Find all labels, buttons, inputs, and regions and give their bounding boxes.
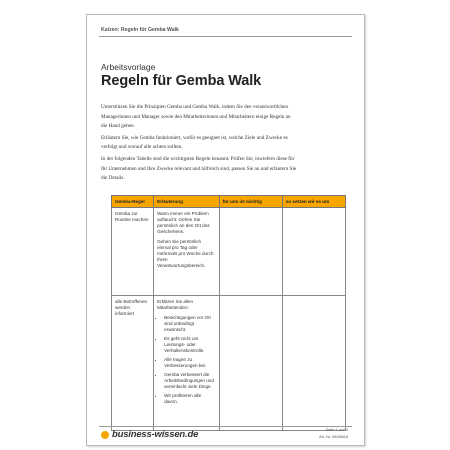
rules-table bbox=[111, 195, 346, 431]
list-item: • Besichtigungen vor Ort sind unbedingt erwünscht. bbox=[164, 315, 216, 333]
list-item: • Es geht nicht um Leistungs- oder Verhaltenskontrolle. bbox=[164, 336, 216, 354]
intro-text bbox=[101, 103, 297, 186]
logo-text: business-wissen.de bbox=[112, 429, 199, 440]
table-header-row bbox=[112, 196, 346, 208]
importance-cell[interactable] bbox=[219, 296, 282, 431]
list-item: • Alle tragen zu Verbesserungen bei. bbox=[164, 357, 216, 369]
page-number: Seite 1 von 4 bbox=[325, 428, 348, 432]
header-divider bbox=[99, 36, 352, 37]
rule-cell: Gemba zur Routine machen bbox=[112, 208, 154, 296]
column-header: Erläuterung bbox=[154, 196, 220, 208]
column-header: so setzen wir es um bbox=[282, 196, 345, 208]
column-header: für uns ist wichtig bbox=[219, 196, 282, 208]
intro-paragraph: Erläutern Sie, wie Gemba funktioniert, wofür es geeignet ist, welche Ziele und Zwecke es verfolgt und worauf alle achten sollten. bbox=[101, 134, 288, 151]
explanation-paragraph: Gehen Sie persönlich einmal pro Tag oder mehrmals pro Woche durch Ihren Verantwortungsbereich. bbox=[157, 239, 214, 268]
importance-cell[interactable] bbox=[219, 208, 282, 296]
article-number: Art.-Nr. 06/06818 bbox=[319, 435, 348, 439]
implementation-cell[interactable] bbox=[282, 208, 345, 296]
page-title: Regeln für Gemba Walk bbox=[101, 73, 262, 89]
implementation-cell[interactable] bbox=[282, 296, 345, 431]
footer-divider bbox=[99, 426, 352, 427]
explanation-cell bbox=[154, 296, 220, 431]
explanation-list bbox=[157, 315, 216, 405]
list-item: • Gemba verbessert die Arbeitsbedingungen und vereinfacht viele Dinge. bbox=[164, 372, 216, 390]
brand-logo[interactable] bbox=[101, 429, 198, 440]
explanation-cell bbox=[154, 208, 220, 296]
list-item: • Wir profitieren alle davon. bbox=[164, 393, 216, 405]
logo-dot-icon bbox=[101, 431, 109, 439]
running-header: Kaizen: Regeln für Gemba Walk bbox=[101, 27, 179, 33]
column-header: Gemba-Regel bbox=[112, 196, 154, 208]
explanation-paragraph: Wann immer ein Problem auftaucht: Gehen Sie persönlich an den Ort des Geschehens. bbox=[157, 211, 210, 234]
table-row bbox=[112, 296, 346, 431]
document-kicker: Arbeitsvorlage bbox=[101, 62, 156, 72]
rule-cell: alle Betroffenen werden informiert bbox=[112, 296, 154, 431]
table-row bbox=[112, 208, 346, 296]
document-page bbox=[86, 14, 365, 446]
intro-paragraph: Unterstützen Sie die Prinzipien Gemba und Gemba Walk, indem Sie den verantwortlichen Managerinnen und Manager sowie den Mitarbeiterinnen und Mitarbeitern einige Regeln an die Hand geben. bbox=[101, 104, 291, 130]
explanation-paragraph: Erklären Sie allen Mitarbeitenden: bbox=[157, 299, 194, 310]
intro-paragraph: In der folgenden Tabelle sind die wichtigsten Regeln benannt. Prüfen Sie, inwiefern diese für Ihr Unternehmen und Ihre Zwecke relevant und hilfreich sind, passen Sie an und erläutern Sie die Details. bbox=[101, 155, 297, 182]
